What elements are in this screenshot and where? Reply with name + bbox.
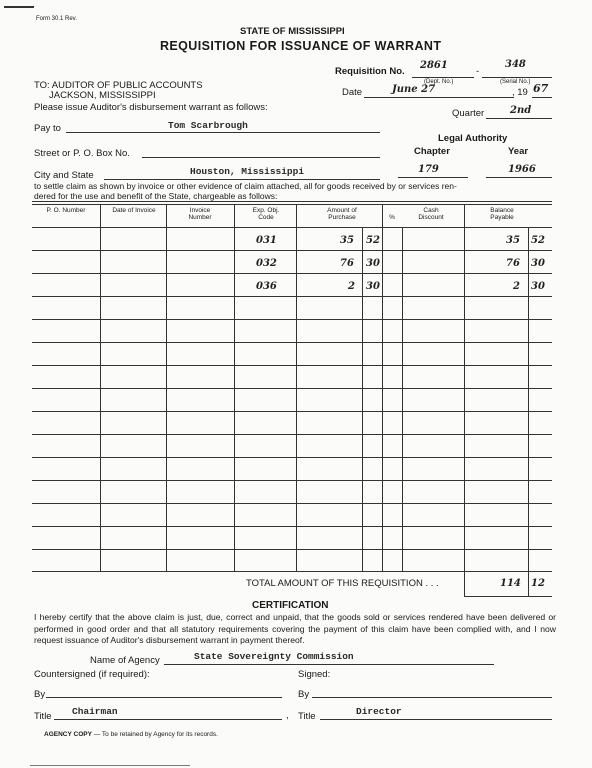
- row-2-amount-cents: 30: [366, 258, 380, 269]
- signed-label: Signed:: [298, 669, 331, 680]
- pay-to-label: Pay to: [34, 123, 61, 134]
- row-3-balance-dollars: 2: [513, 281, 520, 292]
- chapter-line: [398, 177, 468, 178]
- column-header-po-number: P. O. Number: [46, 207, 86, 214]
- row-2-amount-dollars: 76: [340, 258, 354, 269]
- date-line: [364, 97, 514, 98]
- row-1-code: 031: [256, 235, 277, 246]
- agency-label: Name of Agency: [90, 655, 160, 666]
- agency-copy-bold: AGENCY COPY: [44, 731, 92, 738]
- date-value: June 27: [392, 84, 436, 95]
- quarter-line: [486, 118, 552, 119]
- street-label: Street or P. O. Box No.: [34, 148, 130, 159]
- date-label: Date: [342, 87, 363, 98]
- right-by-label: By: [298, 689, 310, 700]
- quarter-value: 2nd: [510, 105, 532, 116]
- page-title: REQUISITION FOR ISSUANCE OF WARRANT: [160, 39, 442, 53]
- pay-to-value: Tom Scarbrough: [168, 120, 248, 131]
- legal-authority-label: Legal Authority: [438, 133, 508, 144]
- to-line-1: TO: AUDITOR OF PUBLIC ACCOUNTS: [34, 80, 203, 91]
- city-label: City and State: [34, 170, 94, 181]
- total-label: TOTAL AMOUNT OF THIS REQUISITION . . .: [246, 578, 439, 589]
- total-cents: 12: [531, 578, 545, 589]
- corner-mark: [4, 6, 34, 8]
- chapter-value: 179: [418, 164, 439, 175]
- certification-title: CERTIFICATION: [252, 600, 329, 611]
- dept-no-caption: (Dept. No.): [424, 79, 454, 85]
- row-2-balance-cents: 30: [531, 258, 545, 269]
- row-2-balance-dollars: 76: [506, 258, 520, 269]
- row-2-code: 032: [256, 258, 277, 269]
- legal-year-value: 1966: [508, 164, 536, 175]
- year-value: 67: [533, 82, 549, 95]
- left-title-label: Title: [34, 711, 52, 722]
- row-3-code: 036: [256, 281, 277, 292]
- column-header-cash-discount: Cash Discount: [418, 207, 444, 221]
- instruction-text: Please issue Auditor's disbursement warrant as follows:: [34, 102, 268, 113]
- column-header-percent: %: [389, 214, 395, 221]
- left-title-line: [54, 719, 282, 720]
- left-by-label: By: [34, 689, 46, 700]
- pay-to-line: [66, 132, 380, 133]
- column-header-amount-of-purchase: Amount of Purchase: [327, 207, 357, 221]
- column-header-balance-payable: Balance Payable: [490, 207, 514, 221]
- row-3-amount-dollars: 2: [348, 281, 355, 292]
- row-1-balance-cents: 52: [531, 235, 545, 246]
- right-title-label: Title: [298, 711, 316, 722]
- chapter-label: Chapter: [414, 146, 450, 157]
- serial-no-caption: (Serial No.): [500, 79, 531, 85]
- row-1-amount-dollars: 35: [340, 235, 354, 246]
- left-by-line: [46, 697, 282, 698]
- claim-text-1: to settle claim as shown by invoice or other evidence of claim attached, all for goods received by or services ren-: [34, 181, 457, 191]
- agency-line: [164, 664, 494, 665]
- agency-value: State Sovereignty Commission: [194, 651, 354, 662]
- dept-no-value: 2861: [420, 60, 448, 71]
- column-header-exp-obj-code: Exp. Obj. Code: [252, 207, 280, 221]
- total-dollars: 114: [500, 578, 521, 589]
- year-label: Year: [508, 146, 529, 157]
- row-3-amount-cents: 30: [366, 281, 380, 292]
- countersigned-label: Countersigned (if required):: [34, 669, 150, 680]
- left-title-value: Chairman: [72, 706, 118, 717]
- serial-no-value: 348: [505, 59, 526, 70]
- agency-copy-note: [44, 731, 218, 738]
- row-1-balance-dollars: 35: [506, 235, 520, 246]
- dept-no-line: [412, 77, 474, 78]
- right-title-value: Director: [356, 706, 402, 717]
- column-header-invoice-number: Invoice Number: [188, 207, 212, 221]
- right-title-line: [320, 719, 552, 720]
- bottom-edge-mark: [30, 765, 190, 766]
- year-line: [532, 97, 552, 98]
- to-line-2: JACKSON, MISSISSIPPI: [49, 90, 156, 101]
- year-prefix: , 19: [512, 87, 528, 98]
- agency-copy-rest: — To be retained by Agency for its records.: [91, 731, 218, 738]
- row-1-amount-cents: 52: [366, 235, 380, 246]
- form-number: Form 30.1 Rev.: [36, 16, 77, 22]
- street-line: [142, 157, 380, 158]
- right-by-line: [312, 697, 552, 698]
- city-value: Houston, Mississippi: [190, 166, 305, 177]
- certification-text: I hereby certify that the above claim is just, due, correct and unpaid, that the goods sold or services rendered have been delivered or performed in good order and that all statutory requirements covering the payment of this claim have been complied with, and I now request issuance of Auditor's disbursement warrant in payment thereof.: [34, 612, 556, 645]
- claim-text-2: dered for the use and benefit of the State, chargeable as follows:: [34, 191, 278, 201]
- legal-year-line: [486, 177, 552, 178]
- requisition-label: Requisition No.: [335, 66, 405, 77]
- quarter-label: Quarter: [452, 108, 485, 119]
- serial-no-line: [482, 77, 552, 78]
- state-heading: STATE OF MISSISSIPPI: [240, 26, 345, 37]
- city-line: [104, 179, 380, 180]
- row-3-balance-cents: 30: [531, 281, 545, 292]
- column-header-date-of-invoice: Date of Invoice: [112, 207, 156, 214]
